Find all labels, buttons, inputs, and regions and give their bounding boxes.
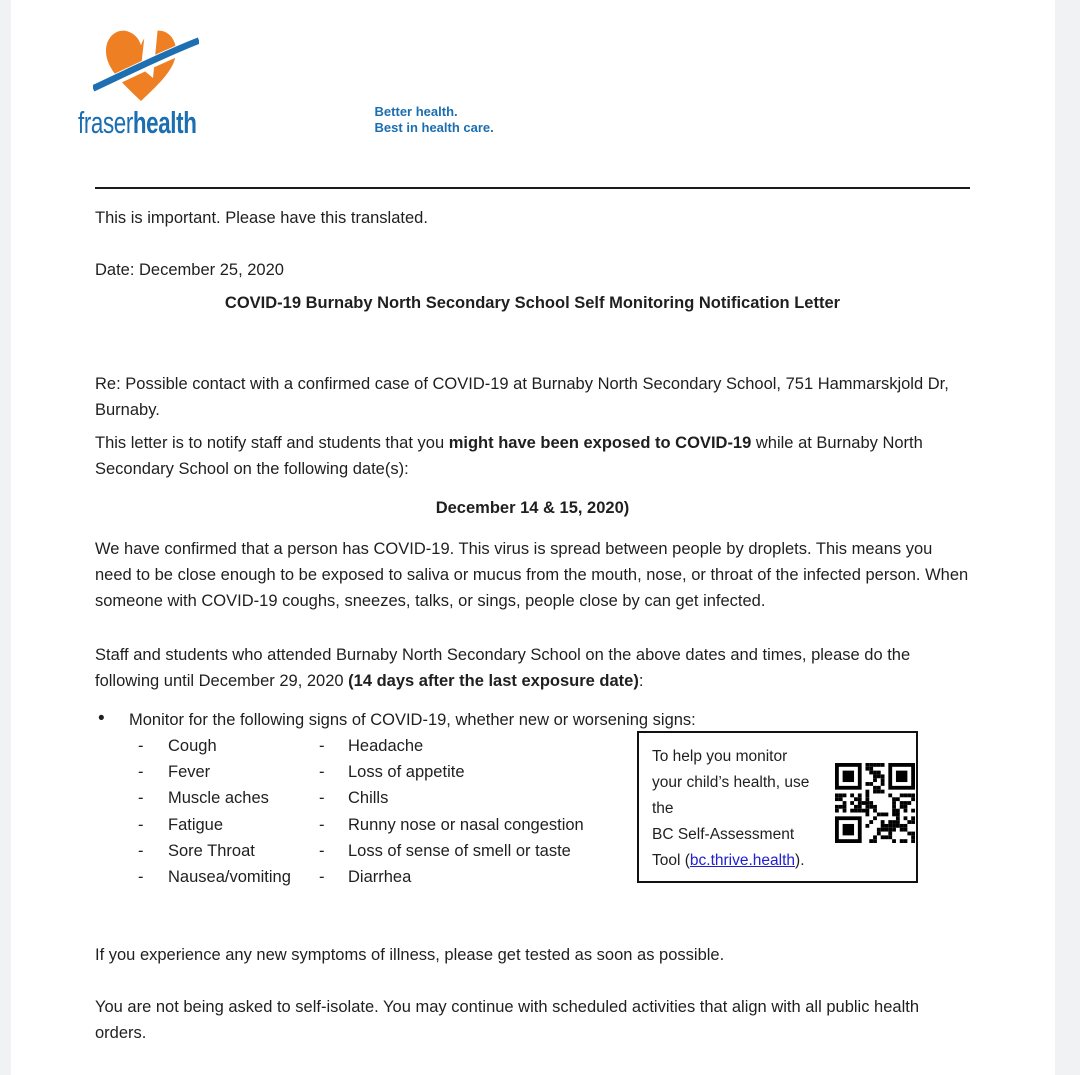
symptom: Loss of appetite xyxy=(348,763,465,782)
fraser-health-logo xyxy=(78,24,970,140)
dash-marker: - xyxy=(319,841,325,860)
dash-marker: - xyxy=(319,867,325,886)
assess-last-line xyxy=(652,848,837,874)
symptom: Diarrhea xyxy=(348,867,412,886)
assess-line: To help you monitor xyxy=(652,748,788,765)
heart-swoosh-icon xyxy=(93,24,199,104)
dash-marker: - xyxy=(138,789,144,808)
confirmed-paragraph: We have confirmed that a person has COVID-19. This virus is spread between people by droplets. This means you need to be close enough to be exposed to saliva or mucus from the mouth, nose, or throat of the infected person. When someone with COVID-19 coughs, sneezes, talks, or sings, people close by can get infected. xyxy=(95,540,969,610)
notify-post: while at Burnaby North Secondary School on the following date(s): xyxy=(95,434,923,478)
assess-line: the xyxy=(652,800,674,817)
translated-note: This is important. Please have this translated. xyxy=(95,209,428,227)
assess-line: BC Self-Assessment xyxy=(652,826,795,843)
header-divider xyxy=(95,187,970,189)
dash-marker: - xyxy=(319,789,325,808)
viewer-gutter-left xyxy=(0,0,11,1075)
assess-line: your child’s health, use xyxy=(652,774,810,791)
thrive-health-link[interactable]: bc.thrive.health xyxy=(689,852,796,869)
brand-tagline xyxy=(375,104,494,140)
dash-marker: - xyxy=(138,737,144,755)
symptom: Loss of sense of smell or taste xyxy=(348,841,571,860)
letter-page xyxy=(11,0,1055,1075)
instructions-paragraph xyxy=(95,642,970,694)
symptom: Runny nose or nasal congestion xyxy=(348,815,584,834)
symptom: Headache xyxy=(348,737,424,755)
brand-health: health xyxy=(132,105,197,140)
dash-marker: - xyxy=(138,763,144,782)
monitor-bullet-item xyxy=(95,707,970,733)
brand-wordmark xyxy=(78,107,196,140)
dash-marker: - xyxy=(319,815,325,834)
assess-post: ). xyxy=(795,852,805,869)
symptom: Muscle aches xyxy=(168,789,269,808)
brand-fraser: fraser xyxy=(78,105,133,140)
symptom: Sore Throat xyxy=(168,841,255,860)
re-paragraph xyxy=(95,371,970,423)
notify-pre: This letter is to notify staff and students that you xyxy=(95,434,449,452)
symptom: Nausea/vomiting xyxy=(168,867,291,886)
isolation-paragraph: You are not being asked to self-isolate. You may continue with scheduled activities that align with all public health orders. xyxy=(95,998,919,1042)
self-assessment-box xyxy=(637,731,918,883)
re-text: Re: Possible contact with a confirmed case of COVID-19 at Burnaby North Secondary School, xyxy=(95,375,786,393)
notify-paragraph xyxy=(95,430,970,482)
symptom: Fever xyxy=(168,763,211,782)
dash-marker: - xyxy=(319,763,325,782)
monitor-text: Monitor for the following signs of COVID-19, whether new or worsening signs: xyxy=(129,711,696,729)
dash-marker: - xyxy=(138,867,144,886)
instructions-bold: (14 days after the last exposure date) xyxy=(348,672,639,690)
dash-marker: - xyxy=(138,815,144,834)
tagline-line2: Best in health care. xyxy=(374,120,494,135)
instructions-pre: Staff and students who attended Burnaby North Secondary School on the above dates and times, please do the following until December 29, 2020 xyxy=(95,646,911,690)
notify-bold: might have been exposed to COVID-19 xyxy=(448,434,752,452)
exposure-dates: December 14 & 15, 2020) xyxy=(435,499,630,517)
letter-title: COVID-19 Burnaby North Secondary School Self Monitoring Notification Letter xyxy=(224,294,841,312)
testing-paragraph: If you experience any new symptoms of illness, please get tested as soon as possible. xyxy=(95,946,725,964)
date-line: Date: December 25, 2020 xyxy=(95,261,284,279)
dash-marker: - xyxy=(138,841,144,860)
assess-pre: Tool ( xyxy=(652,852,690,869)
school-address: 751 Hammarskjold Dr, Burnaby. xyxy=(95,375,949,419)
tagline-line1: Better health. xyxy=(374,104,458,119)
symptom: Cough xyxy=(168,737,217,755)
dash-marker: - xyxy=(319,737,325,755)
viewer-gutter-right xyxy=(1055,0,1080,1075)
bullet-marker: • xyxy=(98,708,105,729)
symptoms-section xyxy=(95,733,970,890)
symptom: Fatigue xyxy=(168,815,224,834)
symptom: Chills xyxy=(348,789,389,808)
instructions-post: : xyxy=(638,672,644,690)
qr-code xyxy=(835,762,915,844)
